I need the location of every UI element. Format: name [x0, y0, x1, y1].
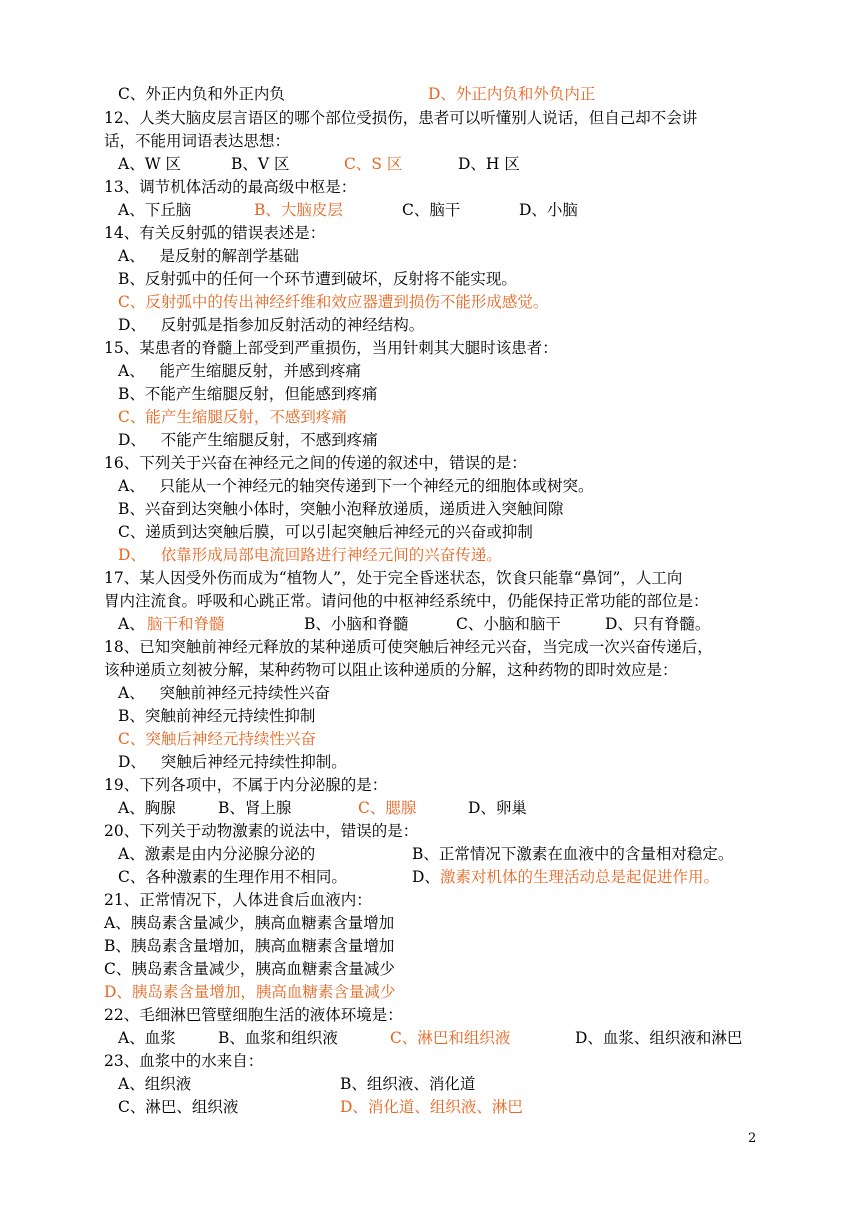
question-text: A、W 区	[118, 155, 182, 173]
question-text: D、 突触后神经元持续性抑制。	[118, 753, 347, 771]
question-text: A、 突触前神经元持续性兴奋	[118, 684, 330, 702]
question-text: D、 不能产生缩腿反射，不感到疼痛	[118, 431, 378, 449]
question-text: A、激素是由内分泌腺分泌的	[118, 845, 316, 863]
question-text: D、H 区	[458, 155, 520, 173]
question-text: D、只有脊髓。	[605, 615, 711, 633]
question-text: D、小脑	[519, 201, 578, 219]
answer-text: C、能产生缩腿反射，不感到疼痛	[118, 408, 347, 426]
answer-text: C、突触后神经元持续性兴奋	[118, 730, 316, 748]
question-text: D、	[412, 868, 440, 886]
question-text: 18、已知突触前神经元释放的某种递质可使突触后神经元兴奋，当完成一次兴奋传递后，	[104, 638, 713, 656]
question-text: A、胸腺	[118, 799, 176, 817]
question-text: B、肾上腺	[218, 799, 292, 817]
answer-text: D、 依靠形成局部电流回路进行神经元间的兴奋传递。	[118, 546, 502, 564]
question-text: 胃内注流食。呼吸和心跳正常。请问他的中枢神经系统中，仍能保持正常功能的部位是：	[104, 592, 709, 610]
question-text: B、突触前神经元持续性抑制	[118, 707, 316, 725]
question-text: C、脑干	[402, 201, 461, 219]
question-text: 13、调节机体活动的最高级中枢是：	[104, 178, 357, 196]
answer-text: D、外正内负和外负内正	[428, 85, 596, 103]
question-text: 12、人类大脑皮层言语区的哪个部位受损伤，患者可以听懂别人说话，但自己却不会讲	[104, 109, 698, 127]
question-text: B、不能产生缩腿反射，但能感到疼痛	[118, 385, 378, 403]
question-text: A、下丘脑	[118, 201, 192, 219]
question-text: 23、血浆中的水来自：	[104, 1052, 264, 1070]
question-text: C、淋巴、组织液	[118, 1098, 239, 1116]
question-text: 17、某人因受外伤而成为“植物人”，处于完全昏迷状态，饮食只能靠“鼻饲”，人工向	[104, 569, 683, 587]
answer-text: C、淋巴和组织液	[390, 1029, 511, 1047]
question-text: B、胰岛素含量增加，胰高血糖素含量增加	[104, 937, 395, 955]
question-text: A、	[118, 615, 145, 633]
question-text: B、血浆和组织液	[218, 1029, 338, 1047]
question-text: B、正常情况下激素在血液中的含量相对稳定。	[412, 845, 734, 863]
question-text: 16、下列关于兴奋在神经元之间的传递的叙述中，错误的是：	[104, 454, 527, 472]
question-text: 20、下列关于动物激素的说法中，错误的是：	[104, 822, 419, 840]
question-text: B、兴奋到达突触小体时，突触小泡释放递质，递质进入突触间隙	[118, 500, 564, 518]
answer-text: D、消化道、组织液、淋巴	[340, 1098, 523, 1116]
answer-text: D、胰岛素含量增加，胰高血糖素含量减少	[104, 983, 396, 1001]
question-text: A、血浆	[118, 1029, 176, 1047]
question-text: A、 能产生缩腿反射，并感到疼痛	[118, 362, 361, 380]
answer-text: C、S 区	[344, 155, 403, 173]
question-text: C、递质到达突触后膜，可以引起突触后神经元的兴奋或抑制	[118, 523, 533, 541]
question-text: D、卵巢	[468, 799, 527, 817]
question-text: B、反射弧中的任何一个环节遭到破坏，反射将不能实现。	[118, 270, 517, 288]
question-text: B、小脑和脊髓	[304, 615, 409, 633]
question-text: 该种递质立刻被分解，某种药物可以阻止该种递质的分解，这种药物的即时效应是：	[104, 661, 678, 679]
question-text: C、各种激素的生理作用不相同。	[118, 868, 347, 886]
question-text: D、血浆、组织液和淋巴	[575, 1029, 743, 1047]
answer-text: C、反射弧中的传出神经纤维和效应器遭到损伤不能形成感觉。	[118, 293, 549, 311]
question-text: B、组织液、消化道	[340, 1075, 476, 1093]
question-text: A、胰岛素含量减少，胰高血糖素含量增加	[104, 914, 395, 932]
question-text: 19、下列各项中，不属于内分泌腺的是：	[104, 776, 388, 794]
question-text: C、小脑和脑干	[456, 615, 561, 633]
question-text: 21、正常情况下，人体进食后血液内：	[104, 891, 372, 909]
answer-text: B、大脑皮层	[254, 201, 343, 219]
question-text: 话，不能用词语表达思想：	[104, 132, 291, 150]
question-text: C、胰岛素含量减少，胰高血糖素含量减少	[104, 960, 395, 978]
question-text: A、 是反射的解剖学基础	[118, 247, 299, 265]
question-text: A、组织液	[118, 1075, 192, 1093]
question-text: C、外正内负和外正内负	[118, 85, 285, 103]
answer-text: 脑干和脊髓	[147, 615, 225, 633]
question-text: B、V 区	[231, 155, 290, 173]
question-text: 15、某患者的脊髓上部受到严重损伤，当用针刺其大腿时该患者：	[104, 339, 558, 357]
page-number: 2	[748, 1131, 757, 1146]
question-text: D、 反射弧是指参加反射活动的神经结构。	[118, 316, 425, 334]
answer-text: 激素对机体的生理活动总是起促进作用。	[440, 868, 720, 886]
answer-text: C、腮腺	[358, 799, 417, 817]
question-text: A、 只能从一个神经元的轴突传递到下一个神经元的细胞体或树突。	[118, 477, 594, 495]
question-text: 22、毛细淋巴管壁细胞生活的液体环境是：	[104, 1006, 403, 1024]
question-text: 14、有关反射弧的错误表述是：	[104, 224, 326, 242]
